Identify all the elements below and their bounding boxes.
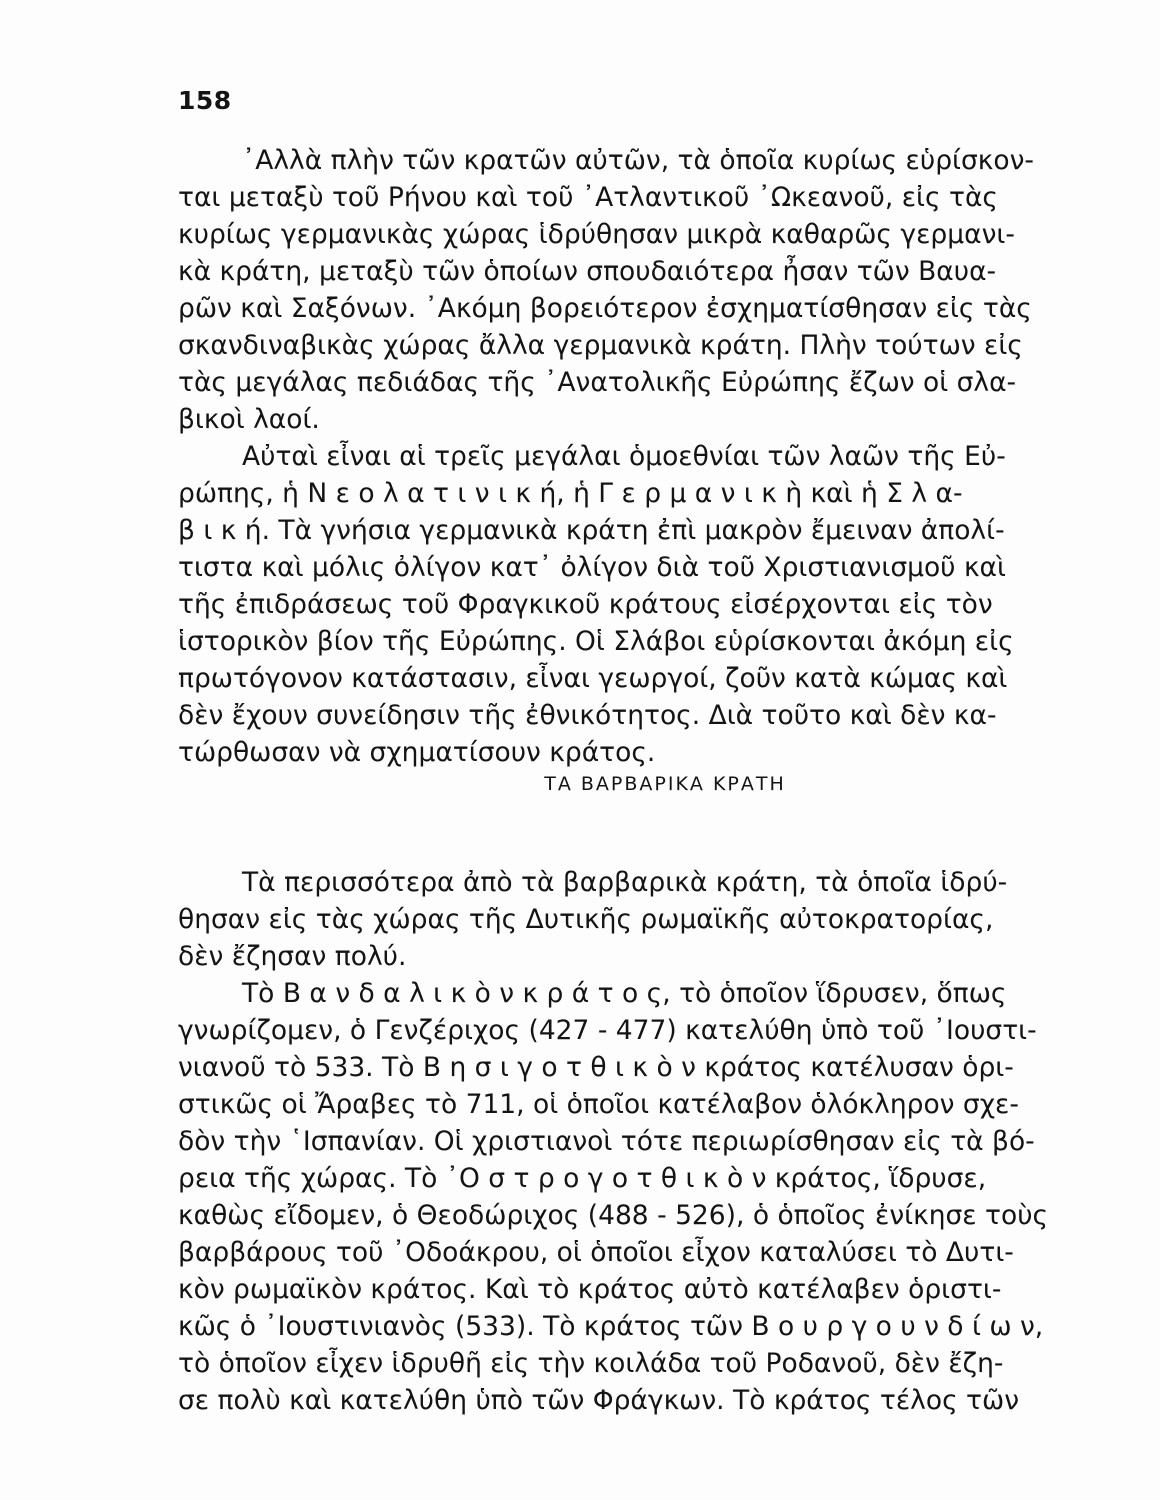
text-line: κὰ κράτη, μεταξὺ τῶν ὁποίων σπουδαιότερα ἦσαν τῶν Βαυα- bbox=[178, 256, 997, 287]
text-line: κῶς ὁ ᾿Ιουστινιανὸς (533). Τὸ κράτος τῶν Β ο υ ρ γ ο υ ν δ ί ω ν, bbox=[178, 1311, 1044, 1342]
text-line: ρεια τῆς χώρας. Τὸ ᾿Ο σ τ ρ ο γ ο τ θ ι κ ὸ ν κράτος, ἵδρυσε, bbox=[178, 1163, 987, 1194]
text-line: σκανδιναβικὰς χώρας ἄλλα γερμανικὰ κράτη. Πλὴν τούτων εἰς bbox=[178, 330, 1023, 361]
text-line: ται μεταξὺ τοῦ Ρήνου καὶ τοῦ ᾿Ατλαντικοῦ ᾿Ωκεανοῦ, εἰς τὰς bbox=[178, 182, 998, 213]
text-line: Αὐταὶ εἶναι αἱ τρεῖς μεγάλαι ὁμοεθνίαι τῶν λαῶν τῆς Εὐ- bbox=[242, 441, 1006, 472]
text-line: θησαν εἰς τὰς χώρας τῆς Δυτικῆς ρωμαϊκῆς αὐτοκρατορίας, bbox=[178, 904, 994, 935]
text-line: ρώπης, ἡ Ν ε ο λ α τ ι ν ι κ ή, ἡ Γ ε ρ μ α ν ι κ ὴ καὶ ἡ Σ λ α- bbox=[178, 478, 963, 509]
text-line: γνωρίζομεν, ὁ Γενζέριχος (427 - 477) κατελύθη ὑπὸ τοῦ ᾿Ιουστι- bbox=[178, 1015, 1037, 1046]
text-line: ρῶν καὶ Σαξόνων. ᾿Ακόμη βορειότερον ἐσχηματίσθησαν εἰς τὰς bbox=[178, 293, 1032, 324]
text-line: στικῶς οἱ Ἄραβες τὸ 711, οἱ ὁποῖοι κατέλαβον ὁλόκληρον σχε- bbox=[178, 1089, 1019, 1120]
text-line: τῆς ἐπιδράσεως τοῦ Φραγκικοῦ κράτους εἰσέρχονται εἰς τὸν bbox=[178, 589, 993, 620]
text-line: δὲν ἔζησαν πολύ. bbox=[178, 941, 407, 972]
text-line: βαρβάρους τοῦ ᾿Οδοάκρου, οἱ ὁποῖοι εἶχον καταλύσει τὸ Δυτι- bbox=[178, 1237, 1014, 1268]
page-number: 158 bbox=[178, 86, 232, 115]
text-line: ἱστορικὸν βίον τῆς Εὐρώπης. Οἱ Σλάβοι εὑρίσκονται ἀκόμη εἰς bbox=[178, 626, 1014, 657]
text-line: τὰς μεγάλας πεδιάδας τῆς ᾿Ανατολικῆς Εὐρώπης ἔζων οἱ σλα- bbox=[178, 367, 1017, 398]
text-line: Τὰ περισσότερα ἀπὸ τὰ βαρβαρικὰ κράτη, τὰ ὁποῖα ἱδρύ- bbox=[242, 867, 1008, 898]
text-line: σε πολὺ καὶ κατελύθη ὑπὸ τῶν Φράγκων. Τὸ κράτος τέλος τῶν bbox=[178, 1385, 1019, 1416]
paragraph-block-2 bbox=[178, 864, 1148, 1419]
text-line: δὸν τὴν ῾Ισπανίαν. Οἱ χριστιανοὶ τότε περιωρίσθησαν εἰς τὰ βό- bbox=[178, 1126, 1035, 1157]
text-line: τὸ ὁποῖον εἶχεν ἱδρυθῆ εἰς τὴν κοιλάδα τοῦ Ροδανοῦ, δὲν ἔζη- bbox=[178, 1348, 1004, 1379]
text-line: ᾿Αλλὰ πλὴν τῶν κρατῶν αὐτῶν, τὰ ὁποῖα κυρίως εὑρίσκον- bbox=[242, 145, 1034, 176]
text-line: τιστα καὶ μόλις ὀλίγον κατ᾿ ὀλίγον διὰ τοῦ Χριστιανισμοῦ καὶ bbox=[178, 552, 1006, 583]
text-line: κὸν ρωμαϊκὸν κράτος. Καὶ τὸ κράτος αὐτὸ κατέλαβεν ὁριστι- bbox=[178, 1274, 1002, 1305]
text-line: τώρθωσαν νὰ σχηματίσουν κράτος. bbox=[178, 737, 656, 768]
text-line: β ι κ ή. Τὰ γνήσια γερμανικὰ κράτη ἐπὶ μακρὸν ἔμειναν ἀπολί- bbox=[178, 515, 1005, 546]
paragraph-block-1 bbox=[178, 142, 1148, 771]
section-heading-text: ΤΑ ΒΑΡΒΑΡΙΚΑ ΚΡΑΤΗ bbox=[544, 773, 786, 795]
text-line: καθὼς εἴδομεν, ὁ Θεοδώριχος (488 - 526), ὁ ὁποῖος ἐνίκησε τοὺς bbox=[178, 1200, 1049, 1231]
text-line: βικοὶ λαοί. bbox=[178, 404, 320, 435]
section-heading bbox=[0, 773, 1160, 795]
text-line: νιανοῦ τὸ 533. Τὸ Β η σ ι γ ο τ θ ι κ ὸ ν κράτος κατέλυσαν ὁρι- bbox=[178, 1052, 1014, 1083]
text-line: κυρίως γερμανικὰς χώρας ἱδρύθησαν μικρὰ καθαρῶς γερμανι- bbox=[178, 219, 1015, 250]
text-line: πρωτόγονον κατάστασιν, εἶναι γεωργοί, ζοῦν κατὰ κώμας καὶ bbox=[178, 663, 1008, 694]
text-line: δὲν ἔχουν συνείδησιν τῆς ἐθνικότητος. Διὰ τοῦτο καὶ δὲν κα- bbox=[178, 700, 997, 731]
text-line: Τὸ Β α ν δ α λ ι κ ὸ ν κ ρ ά τ ο ς, τὸ ὁποῖον ἵδρυσεν, ὅπως bbox=[242, 978, 1007, 1009]
